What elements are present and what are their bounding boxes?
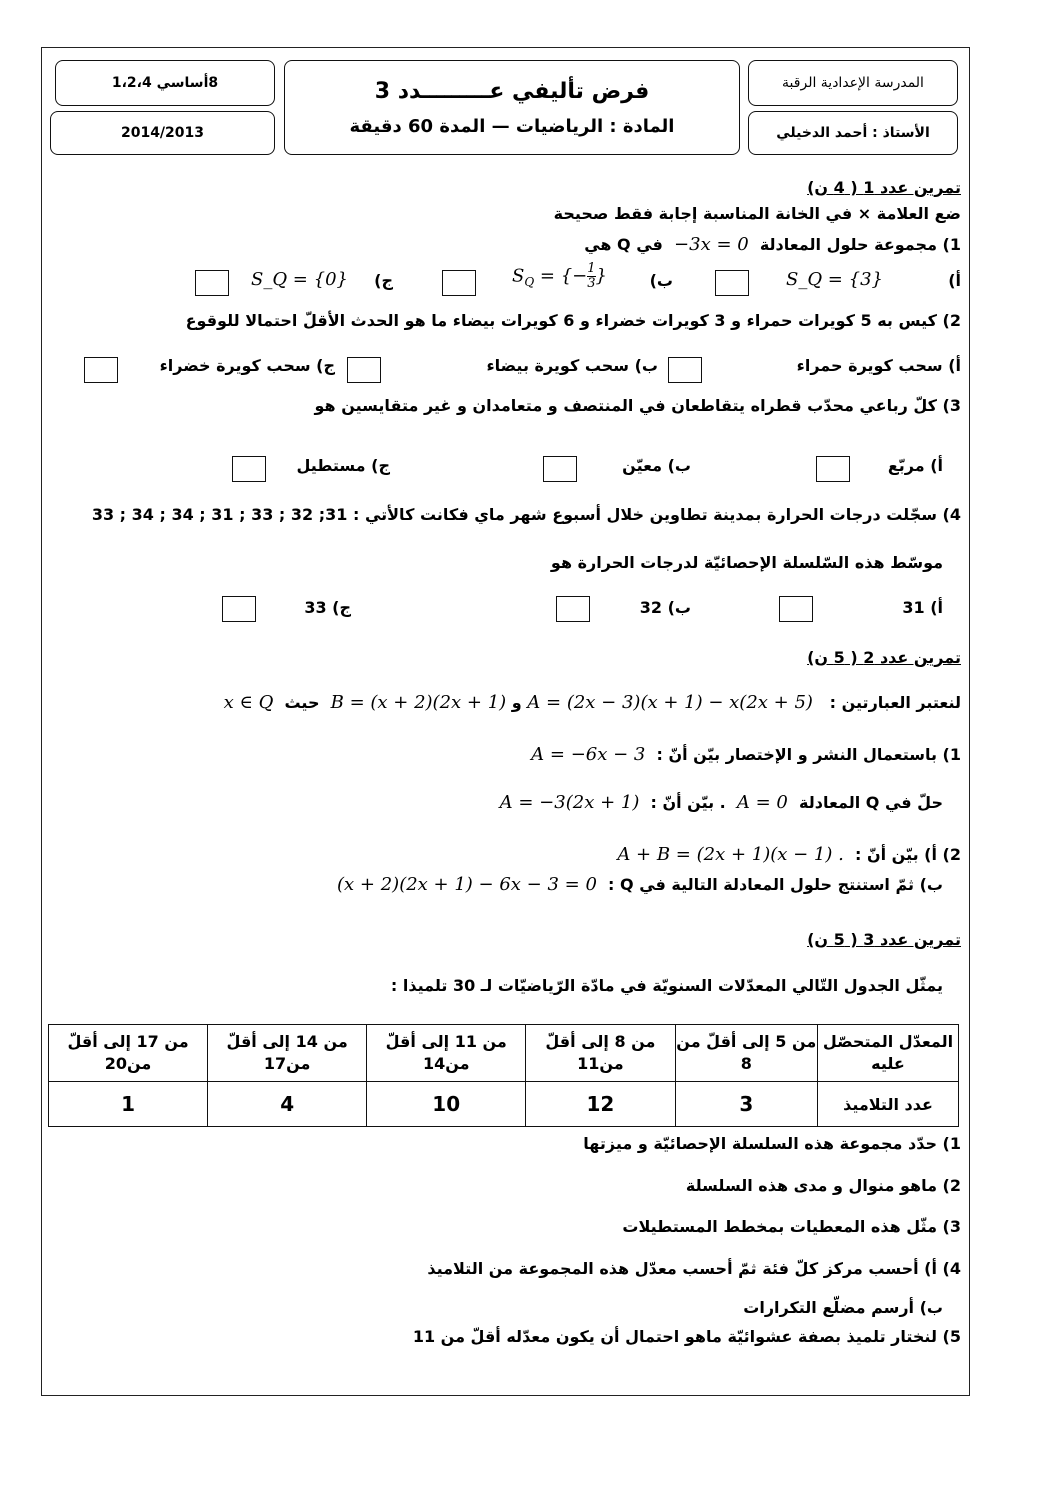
ex3-title: [807, 930, 961, 949]
ex1-q3-num: 3): [942, 396, 961, 415]
ex1-q1-c-checkbox[interactable]: [195, 270, 229, 296]
ex1-q4-b: ب) 32: [639, 598, 691, 617]
ex1-q4-b-checkbox[interactable]: [556, 596, 590, 622]
ex1-q2-a-checkbox[interactable]: [668, 357, 702, 383]
school-name: المدرسة الإعدادية الرقبة: [782, 75, 924, 91]
teacher-box: [748, 111, 958, 155]
ex2-q2b-eq: (x + 2)(2x + 1) − 6x − 3 = 0: [337, 874, 597, 895]
ex3-q4a: 4) أ) أحسب مركز كلّ فئة ثمّ أحسب معدّل هذه المجموعة من التلاميذ: [427, 1259, 961, 1278]
ex1-q1-equation: −3x = 0: [674, 234, 749, 255]
ex2-q2a-eq: A + B = (2x + 1)(x − 1) .: [617, 844, 844, 865]
ex2-where: حيث: [284, 693, 320, 712]
ex3-q5: 5) لنختار تلميذ بصفة عشوائيّة ماهو احتمال أن يكون معدّله أقلّ من 11: [412, 1327, 961, 1346]
ex3-q2: 2) ماهو منوال و مدى هذه السلسلة: [685, 1176, 961, 1195]
ex1-q4-line: [92, 505, 961, 524]
ex2-expr-b: B = (x + 2)(2x + 1): [330, 692, 507, 713]
ex1-q1-b-sq: S: [512, 265, 525, 287]
ex1-q1-b-checkbox[interactable]: [442, 270, 476, 296]
ex2-q1-eq: A = −6x − 3: [531, 744, 646, 765]
table-class: من 5 إلى أقلّ من 8: [675, 1025, 817, 1082]
exam-title: فرض تأليفي عـــــــــدد 3: [374, 78, 650, 104]
ex2-q1-text: 1) باستعمال النشر و الإختصار بيّن أنّ :: [656, 745, 961, 764]
title-box: [284, 60, 740, 155]
table-header-average: المعدّل المتحصّل عليه: [818, 1025, 959, 1082]
ex1-q2-a: أ) سحب كويرة حمراء: [796, 356, 961, 375]
ex1-q1-a-val: S_Q = {3}: [786, 269, 883, 290]
ex1-q3-c-checkbox[interactable]: [232, 456, 266, 482]
ex2-q2a-text: 2) أ) بيّن أنّ :: [854, 845, 961, 864]
year-box: [50, 111, 275, 155]
ex2-q2b-text: ب) ثمّ استنتج حلول المعادلة التالية في Q :: [608, 875, 943, 894]
frac-num: 1: [587, 261, 596, 276]
table-row-classes: [49, 1025, 959, 1082]
ex1-q3-b: ب) معيّن: [622, 456, 691, 475]
ex2-and: و: [511, 693, 522, 712]
school-box: [748, 60, 958, 106]
teacher-name: الأستاذ : أحمد الدخيلي: [776, 125, 930, 141]
ex3-q4b: ب) أرسم مضلّع التكرارات: [743, 1298, 943, 1317]
ex2-q1-line: [531, 744, 961, 765]
table-count: 12: [526, 1082, 675, 1127]
ex1-q4-num: 4): [942, 505, 961, 524]
ex1-q1-c-val: S_Q = {0}: [251, 269, 348, 290]
ex2-q1b-eq: A = 0: [736, 792, 788, 813]
ex2-title: [807, 648, 961, 667]
class-label: 8أساسي 1،2،4: [111, 75, 219, 91]
ex1-q4-a: أ) 31: [902, 598, 943, 617]
ex1-title-text: تمرين عدد 1 ( 4 ن): [807, 178, 961, 197]
ex2-q1b-text: حلّ في Q المعادلة: [799, 793, 943, 812]
ex1-title: [807, 178, 961, 197]
ex2-q2b-line: [337, 874, 943, 895]
ex3-q3: 3) مثّل هذه المعطيات بمخطط المستطيلات: [622, 1217, 961, 1236]
subject-line: المادة : الرياضيات — المدة 60 دقيقة: [349, 115, 675, 137]
ex1-q4-text2: موسّط هذه السّلسلة الإحصائيّة لدرجات الحرارة هو: [550, 553, 943, 572]
ex3-intro: يمثّل الجدول التّالي المعدّلات السنويّة في مادّة الرّياضيّات لـ 30 تلميذا :: [390, 976, 943, 995]
ex1-instruction: ضع العلامة × في الخانة المناسبة إجابة فقط صحيحة: [553, 204, 961, 223]
frac-den: 3: [587, 276, 596, 291]
ex2-q1b-show: . بيّن أنّ :: [650, 793, 726, 812]
ex1-q1-line: [584, 234, 961, 255]
ex1-q1-a-checkbox[interactable]: [715, 270, 749, 296]
class-label-box: [55, 60, 275, 106]
ex1-q4-c-checkbox[interactable]: [222, 596, 256, 622]
ex1-q1-in-q: في Q هي: [584, 235, 663, 254]
ex1-q2-num: 2): [942, 311, 961, 330]
ex1-q1-num: 1): [942, 235, 961, 254]
table-class: من 14 إلى أقلّ من17: [208, 1025, 367, 1082]
ex1-q2-text: كيس به 5 كويرات حمراء و 3 كويرات خضراء و 6 كويرات بيضاء ما هو الحدث الأقلّ احتمالا للوقوع: [185, 311, 937, 330]
ex1-q2-line: [186, 311, 961, 330]
ex2-expr-a: A = (2x − 3)(x + 1) − x(2x + 5): [527, 692, 813, 713]
ex1-q1-a-letter: أ): [948, 271, 961, 290]
ex1-q3-c: ج) مستطيل: [296, 456, 390, 475]
ex1-q3-a-checkbox[interactable]: [816, 456, 850, 482]
table-count: 10: [367, 1082, 526, 1127]
ex1-q2-b: ب) سحب كويرة بيضاء: [486, 356, 658, 375]
ex2-q1b-eq2: A = −3(2x + 1): [499, 792, 640, 813]
ex1-q1-c-letter: ج): [374, 271, 393, 290]
ex1-q2-b-checkbox[interactable]: [347, 357, 381, 383]
ex3-title-text: تمرين عدد 3 ( 5 ن): [807, 930, 961, 949]
ex1-q1-b-sub: Q: [524, 275, 535, 290]
ex1-q4-c: ج) 33: [304, 598, 351, 617]
ex1-q1-b-frac: [587, 262, 595, 291]
ex1-q4-text: سجّلت درجات الحرارة بمدينة تطاوين خلال أسبوع شهر ماي فكانت كالأتي : 31; 32 ; 33 ; 31 ; 34 ; 34 ; 33: [91, 505, 937, 524]
ex1-q3-a: أ) مربّع: [887, 456, 943, 475]
table-class: من 8 إلى أقلّ من11: [526, 1025, 675, 1082]
ex2-q2a-line: [617, 844, 961, 865]
stats-table: [48, 1024, 959, 1127]
ex2-title-text: تمرين عدد 2 ( 5 ن): [807, 648, 961, 667]
table-count: 1: [49, 1082, 208, 1127]
ex1-q1-b-val: $S_Q$ = {− $\frac{1}{3}$ }: [512, 261, 607, 291]
ex2-q1b-line: [500, 792, 943, 813]
ex1-q2-c-checkbox[interactable]: [84, 357, 118, 383]
ex3-q1: 1) حدّد مجموعة هذه السلسلة الإحصائيّة و ميزتها: [583, 1134, 961, 1153]
ex1-q4-a-checkbox[interactable]: [779, 596, 813, 622]
ex1-q1-b-letter: ب): [649, 271, 673, 290]
table-count: 4: [208, 1082, 367, 1127]
table-class: من 17 إلى أقلّ من20: [49, 1025, 208, 1082]
table-count: 3: [675, 1082, 817, 1127]
table-header-count: عدد التلاميذ: [818, 1082, 959, 1127]
ex1-q3-b-checkbox[interactable]: [543, 456, 577, 482]
ex2-domain: x ∈ Q: [223, 692, 274, 713]
ex1-q1-text: مجموعة حلول المعادلة: [759, 235, 937, 254]
ex2-intro: لنعتبر العبارتين :: [829, 693, 961, 712]
table-row-counts: [49, 1082, 959, 1127]
ex2-intro-line: [224, 692, 961, 713]
ex1-q3-line: [315, 396, 961, 415]
ex1-q2-c: ج) سحب كويرة خضراء: [159, 356, 335, 375]
table-class: من 11 إلى أقلّ من14: [367, 1025, 526, 1082]
ex1-q3-text: كلّ رباعي محدّب قطراه يتقاطعان في المنتصف و متعامدان و غير متقايسين هو: [314, 396, 937, 415]
year: 2014/2013: [120, 125, 205, 141]
